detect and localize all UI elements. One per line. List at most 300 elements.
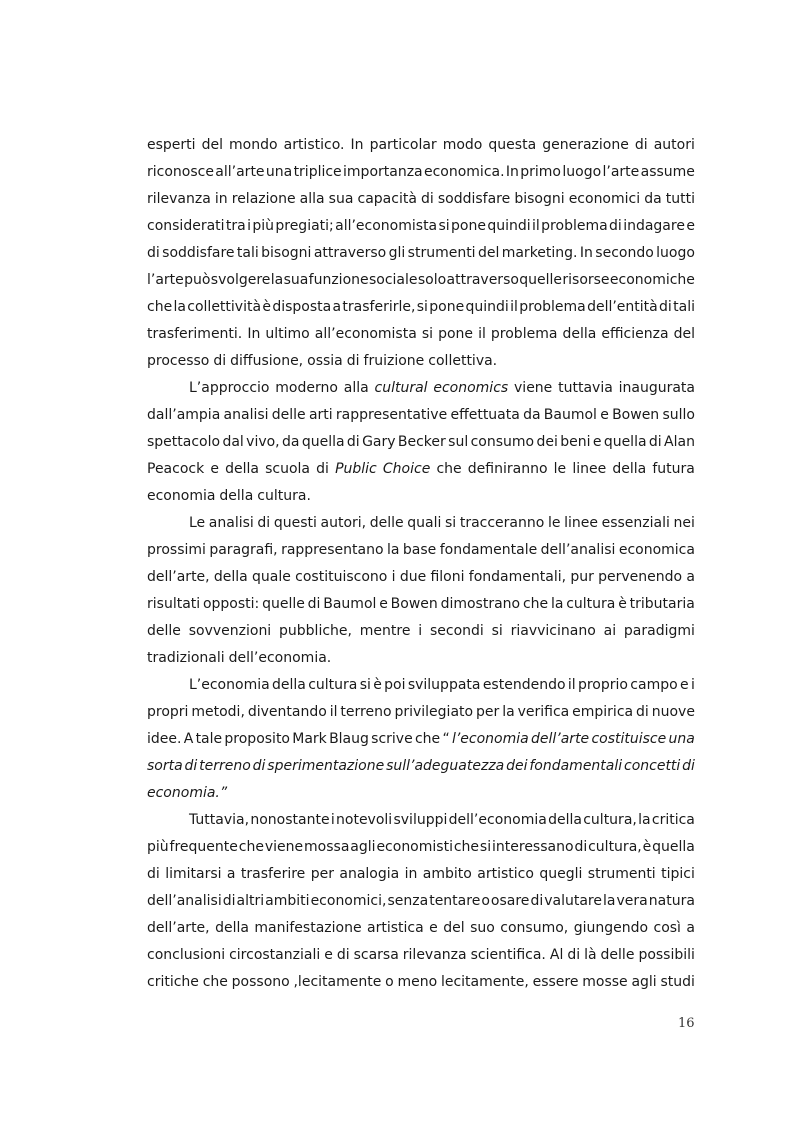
word: o	[385, 974, 394, 990]
word: Alan	[664, 434, 695, 450]
text-line	[147, 888, 695, 915]
word: risultati	[147, 596, 201, 612]
word: delle	[271, 407, 306, 423]
word: trasferirle,	[342, 299, 416, 315]
word: moderno	[275, 380, 338, 396]
word: problema	[519, 299, 586, 315]
word: a	[686, 569, 695, 585]
word: base	[402, 542, 437, 558]
word: la	[638, 812, 651, 828]
text-line	[147, 456, 695, 483]
word: nei	[673, 515, 695, 531]
word: collettiva.	[428, 353, 498, 369]
word: empirica	[572, 704, 634, 720]
word: una	[265, 164, 293, 180]
word: quale	[252, 569, 291, 585]
word: notevoli	[336, 812, 393, 828]
word: ,lecitamente	[293, 974, 382, 990]
text-line	[147, 132, 695, 159]
word: ambito	[422, 866, 472, 882]
word: esperti	[147, 137, 196, 153]
word: cultura,	[583, 812, 637, 828]
word: e	[379, 596, 388, 612]
word: a	[226, 866, 236, 882]
word: di	[257, 515, 271, 531]
word: tradizionali	[147, 650, 225, 666]
word: analisi	[208, 515, 254, 531]
text-line	[147, 942, 695, 969]
word: la	[603, 893, 616, 909]
word: lecitamente,	[440, 974, 529, 990]
word: mossa	[304, 839, 350, 855]
word: e	[592, 434, 602, 450]
word: possono	[231, 974, 290, 990]
word: attraverso	[446, 272, 519, 288]
word: dei	[506, 758, 528, 774]
word: di	[346, 434, 360, 450]
word: di	[567, 947, 581, 963]
word: rappresentano	[281, 542, 384, 558]
word: viene	[264, 839, 304, 855]
word: di	[252, 758, 266, 774]
word: dimostrano	[440, 596, 521, 612]
word: Choice	[382, 461, 431, 477]
word: efficienza	[601, 326, 669, 342]
word: di	[659, 299, 672, 315]
word: i	[391, 569, 396, 585]
word: di	[147, 866, 160, 882]
word: sviluppata	[407, 677, 481, 693]
word: si	[416, 299, 428, 315]
word: economica.	[423, 164, 505, 180]
word: di	[213, 353, 227, 369]
word: della	[215, 920, 249, 936]
word: primo	[520, 164, 562, 180]
word: consumo,	[500, 920, 569, 936]
word: Gary	[362, 434, 396, 450]
word: quali	[407, 515, 442, 531]
word: attraverso	[313, 245, 387, 261]
word: assume	[640, 164, 695, 180]
word: ultimo	[265, 326, 310, 342]
word: economia.”	[147, 785, 228, 801]
word: dal	[222, 434, 244, 450]
word: concetti	[624, 758, 681, 774]
word: è	[262, 299, 271, 315]
word: che	[414, 731, 441, 747]
word: In	[579, 245, 593, 261]
word: da	[282, 434, 300, 450]
word: sorta	[147, 758, 183, 774]
word: pur	[570, 569, 594, 585]
word: cultura,	[588, 839, 642, 855]
word: “	[442, 731, 450, 747]
word: capacità	[357, 191, 417, 207]
word: problema	[541, 218, 608, 234]
word: inaugurata	[618, 380, 695, 396]
text-line	[147, 591, 695, 618]
paragraph	[147, 375, 695, 510]
word: cultura.	[257, 488, 311, 504]
word: il	[567, 677, 576, 693]
word: trasferire	[240, 866, 306, 882]
word: Peacock	[147, 461, 205, 477]
word: quelle	[262, 596, 305, 612]
word: luogo	[656, 245, 695, 261]
text-line	[147, 618, 695, 645]
word: che	[202, 974, 228, 990]
text-line	[147, 780, 695, 807]
word: pregiati;	[275, 218, 334, 234]
word: studi	[660, 974, 695, 990]
page-number: 16	[678, 1016, 695, 1031]
word: di	[316, 461, 329, 477]
word: della	[225, 461, 259, 477]
word: tuttavia	[558, 380, 613, 396]
word: della	[612, 461, 647, 477]
word: delle	[147, 623, 181, 639]
word: sul	[448, 434, 469, 450]
word: propri	[147, 704, 189, 720]
text-line	[147, 213, 695, 240]
word: Becker	[397, 434, 446, 450]
word: paragrafi,	[209, 542, 278, 558]
word: interessano	[492, 839, 574, 855]
word: spettacolo	[147, 434, 221, 450]
word: terreno	[199, 758, 251, 774]
word: L’economia	[189, 677, 270, 693]
word: del	[477, 245, 500, 261]
word: tra	[225, 218, 246, 234]
word: solo	[417, 272, 447, 288]
word: dell’entità	[587, 299, 658, 315]
text-line	[147, 969, 695, 996]
paragraph	[147, 510, 695, 672]
text-line	[147, 807, 695, 834]
word: artistico	[477, 866, 534, 882]
word: della	[219, 488, 254, 504]
word: rappresentative	[335, 407, 448, 423]
word: sull’adeguatezza	[386, 758, 505, 774]
word: si	[421, 326, 434, 342]
word: consumo	[470, 434, 535, 450]
word: fruizione	[363, 353, 425, 369]
word: mondo	[229, 137, 278, 153]
word: sua	[328, 191, 354, 207]
word: natura	[648, 893, 695, 909]
word: costituisce	[591, 731, 667, 747]
word: filoni	[430, 569, 465, 585]
word: di	[634, 137, 648, 153]
word: della	[548, 812, 582, 828]
word: economics	[433, 380, 509, 396]
text-line	[147, 375, 695, 402]
word: si	[359, 677, 371, 693]
word: di	[222, 893, 236, 909]
word: della	[562, 326, 597, 342]
word: Bowen	[612, 407, 660, 423]
word: il	[478, 326, 486, 342]
word: la	[550, 596, 564, 612]
word: per	[310, 866, 334, 882]
word: pubbliche,	[279, 623, 352, 639]
word: la	[270, 272, 284, 288]
word: in	[404, 866, 418, 882]
word: che	[453, 839, 480, 855]
word: disposta	[272, 299, 332, 315]
text-line	[147, 348, 695, 375]
paragraph	[147, 672, 695, 807]
word: la	[386, 542, 400, 558]
word: si	[445, 515, 457, 531]
word: prossimi	[147, 542, 206, 558]
text-line	[147, 915, 695, 942]
word: la	[502, 704, 515, 720]
word: i	[418, 623, 423, 639]
word: frequente	[169, 839, 238, 855]
word: quella	[652, 839, 695, 855]
word: all’arte	[215, 164, 265, 180]
word: funzione	[308, 272, 369, 288]
word: vivo,	[246, 434, 280, 450]
word: analogia	[339, 866, 400, 882]
text-line	[147, 510, 695, 537]
word: possibili	[638, 947, 695, 963]
text-line	[147, 537, 695, 564]
word: delle	[369, 515, 404, 531]
word: economici,	[310, 893, 387, 909]
word: fondamentali	[529, 758, 623, 774]
word: le	[547, 515, 561, 531]
word: dell’analisi	[540, 542, 616, 558]
word: del	[443, 920, 465, 936]
word: circostanziali	[229, 947, 321, 963]
word: all’economista	[335, 218, 438, 234]
word: quella	[603, 434, 647, 450]
word: pone	[451, 218, 486, 234]
word: Bowen	[390, 596, 438, 612]
word: campo	[630, 677, 678, 693]
word: definiranno	[467, 461, 548, 477]
word: trasferimenti.	[147, 326, 243, 342]
word: relazione	[231, 191, 296, 207]
word: opposti:	[202, 596, 260, 612]
word: il	[329, 704, 338, 720]
text-line	[147, 726, 695, 753]
word: valutare	[544, 893, 602, 909]
word: estendendo	[482, 677, 566, 693]
word: linee	[572, 461, 607, 477]
word: considerati	[147, 218, 225, 234]
word: di	[682, 758, 695, 774]
word: importanza	[343, 164, 423, 180]
word: Al	[549, 947, 564, 963]
word: questa	[488, 137, 537, 153]
word: critica	[651, 812, 695, 828]
word: a	[686, 920, 695, 936]
word: proprio	[577, 677, 628, 693]
word: economia	[147, 488, 216, 504]
word: dell’economia	[448, 812, 547, 828]
text-line	[147, 402, 695, 429]
word: quindi	[465, 299, 509, 315]
word: di	[530, 893, 544, 909]
word: è	[642, 839, 652, 855]
word: scientifica.	[470, 947, 546, 963]
text-line	[147, 159, 695, 186]
word: e	[686, 218, 695, 234]
text-line	[147, 294, 695, 321]
word: l’economia	[451, 731, 529, 747]
word: artistico.	[283, 137, 345, 153]
word: il	[510, 299, 518, 315]
text-line	[147, 834, 695, 861]
word: strumenti	[587, 866, 656, 882]
word: In	[350, 137, 364, 153]
word: conclusioni	[147, 947, 226, 963]
word: là	[584, 947, 597, 963]
word: In	[247, 326, 261, 342]
word: più	[147, 839, 169, 855]
word: L’approccio	[189, 380, 270, 396]
word: cultura	[566, 596, 616, 612]
word: l’arte	[602, 164, 640, 180]
word: diffusione,	[230, 353, 304, 369]
word: che	[147, 299, 173, 315]
word: di	[574, 839, 588, 855]
word: della	[272, 677, 306, 693]
word: riconosce	[147, 164, 214, 180]
text-line	[147, 861, 695, 888]
word: tipici	[661, 866, 695, 882]
word: tali	[236, 245, 259, 261]
word: metodi,	[191, 704, 245, 720]
word: sullo	[662, 407, 695, 423]
word: nuove	[651, 704, 695, 720]
word: sociale	[368, 272, 418, 288]
word: riavvicinano	[510, 623, 596, 639]
word: tributaria	[629, 596, 695, 612]
word: da	[523, 407, 541, 423]
word: costituiscono	[295, 569, 388, 585]
word: sperimentazione	[267, 758, 385, 774]
word: di	[147, 245, 160, 261]
word: collettività	[187, 299, 262, 315]
word: problema	[490, 326, 558, 342]
word: fondamentali,	[468, 569, 567, 585]
word: rilevanza	[402, 947, 467, 963]
text-line	[147, 483, 695, 510]
word: del	[201, 137, 223, 153]
word: verifica	[517, 704, 570, 720]
word: luogo	[562, 164, 602, 180]
word: e	[600, 407, 609, 423]
word: Tuttavia,	[189, 812, 250, 828]
word: mentre	[359, 623, 411, 639]
word: strumenti	[407, 245, 476, 261]
word: tracceranno	[459, 515, 545, 531]
word: meno	[397, 974, 438, 990]
word: diventando	[247, 704, 327, 720]
word: essere	[532, 974, 579, 990]
word: Le	[189, 515, 206, 531]
word: quella	[301, 434, 345, 450]
word: più	[252, 218, 274, 234]
word: limitarsi	[165, 866, 222, 882]
word: tali	[673, 299, 695, 315]
word: risorse	[562, 272, 610, 288]
word: dell’economia.	[228, 650, 332, 666]
word: terreno	[340, 704, 392, 720]
word: pone	[429, 299, 465, 315]
text-line	[147, 672, 695, 699]
word: Baumol	[323, 596, 377, 612]
word: autori	[653, 137, 695, 153]
word: dell’arte	[531, 731, 590, 747]
word: due	[399, 569, 427, 585]
word: le	[553, 461, 567, 477]
word: nonostante	[250, 812, 330, 828]
word: dei	[536, 434, 558, 450]
word: scarsa	[353, 947, 399, 963]
word: della	[213, 569, 248, 585]
word: fondamentale	[439, 542, 538, 558]
word: i	[690, 677, 695, 693]
word: proposito	[224, 731, 290, 747]
word: alla	[299, 191, 325, 207]
word: vera	[616, 893, 648, 909]
text-line	[147, 564, 695, 591]
word: che	[436, 461, 462, 477]
word: secondi	[429, 623, 484, 639]
word: beni	[560, 434, 591, 450]
word: di	[420, 191, 434, 207]
word: di	[307, 596, 321, 612]
word: agli	[631, 974, 657, 990]
word: di	[609, 218, 622, 234]
word: di	[346, 353, 360, 369]
word: ossia	[307, 353, 343, 369]
word: si	[491, 623, 503, 639]
word: cultural	[374, 380, 428, 396]
word: secondo	[595, 245, 654, 261]
word: tentare	[429, 893, 481, 909]
word: questi	[273, 515, 317, 531]
word: e	[324, 947, 333, 963]
word: dell’arte,	[147, 920, 210, 936]
word: Blaug	[329, 731, 369, 747]
word: pone	[438, 326, 474, 342]
word: in	[214, 191, 228, 207]
word: A	[183, 731, 194, 747]
word: e	[680, 677, 689, 693]
word: marketing.	[501, 245, 578, 261]
paragraph	[147, 132, 695, 375]
word: di	[184, 758, 198, 774]
body-text	[147, 132, 695, 996]
word: cultura	[308, 677, 358, 693]
word: generazione	[542, 137, 629, 153]
word: così	[653, 920, 681, 936]
text-line	[147, 186, 695, 213]
word: economica	[618, 542, 695, 558]
paragraph	[147, 807, 695, 996]
word: quindi	[487, 218, 531, 234]
word: si	[438, 218, 450, 234]
word: e	[210, 461, 219, 477]
word: o	[481, 893, 490, 909]
word: sviluppi	[393, 812, 448, 828]
